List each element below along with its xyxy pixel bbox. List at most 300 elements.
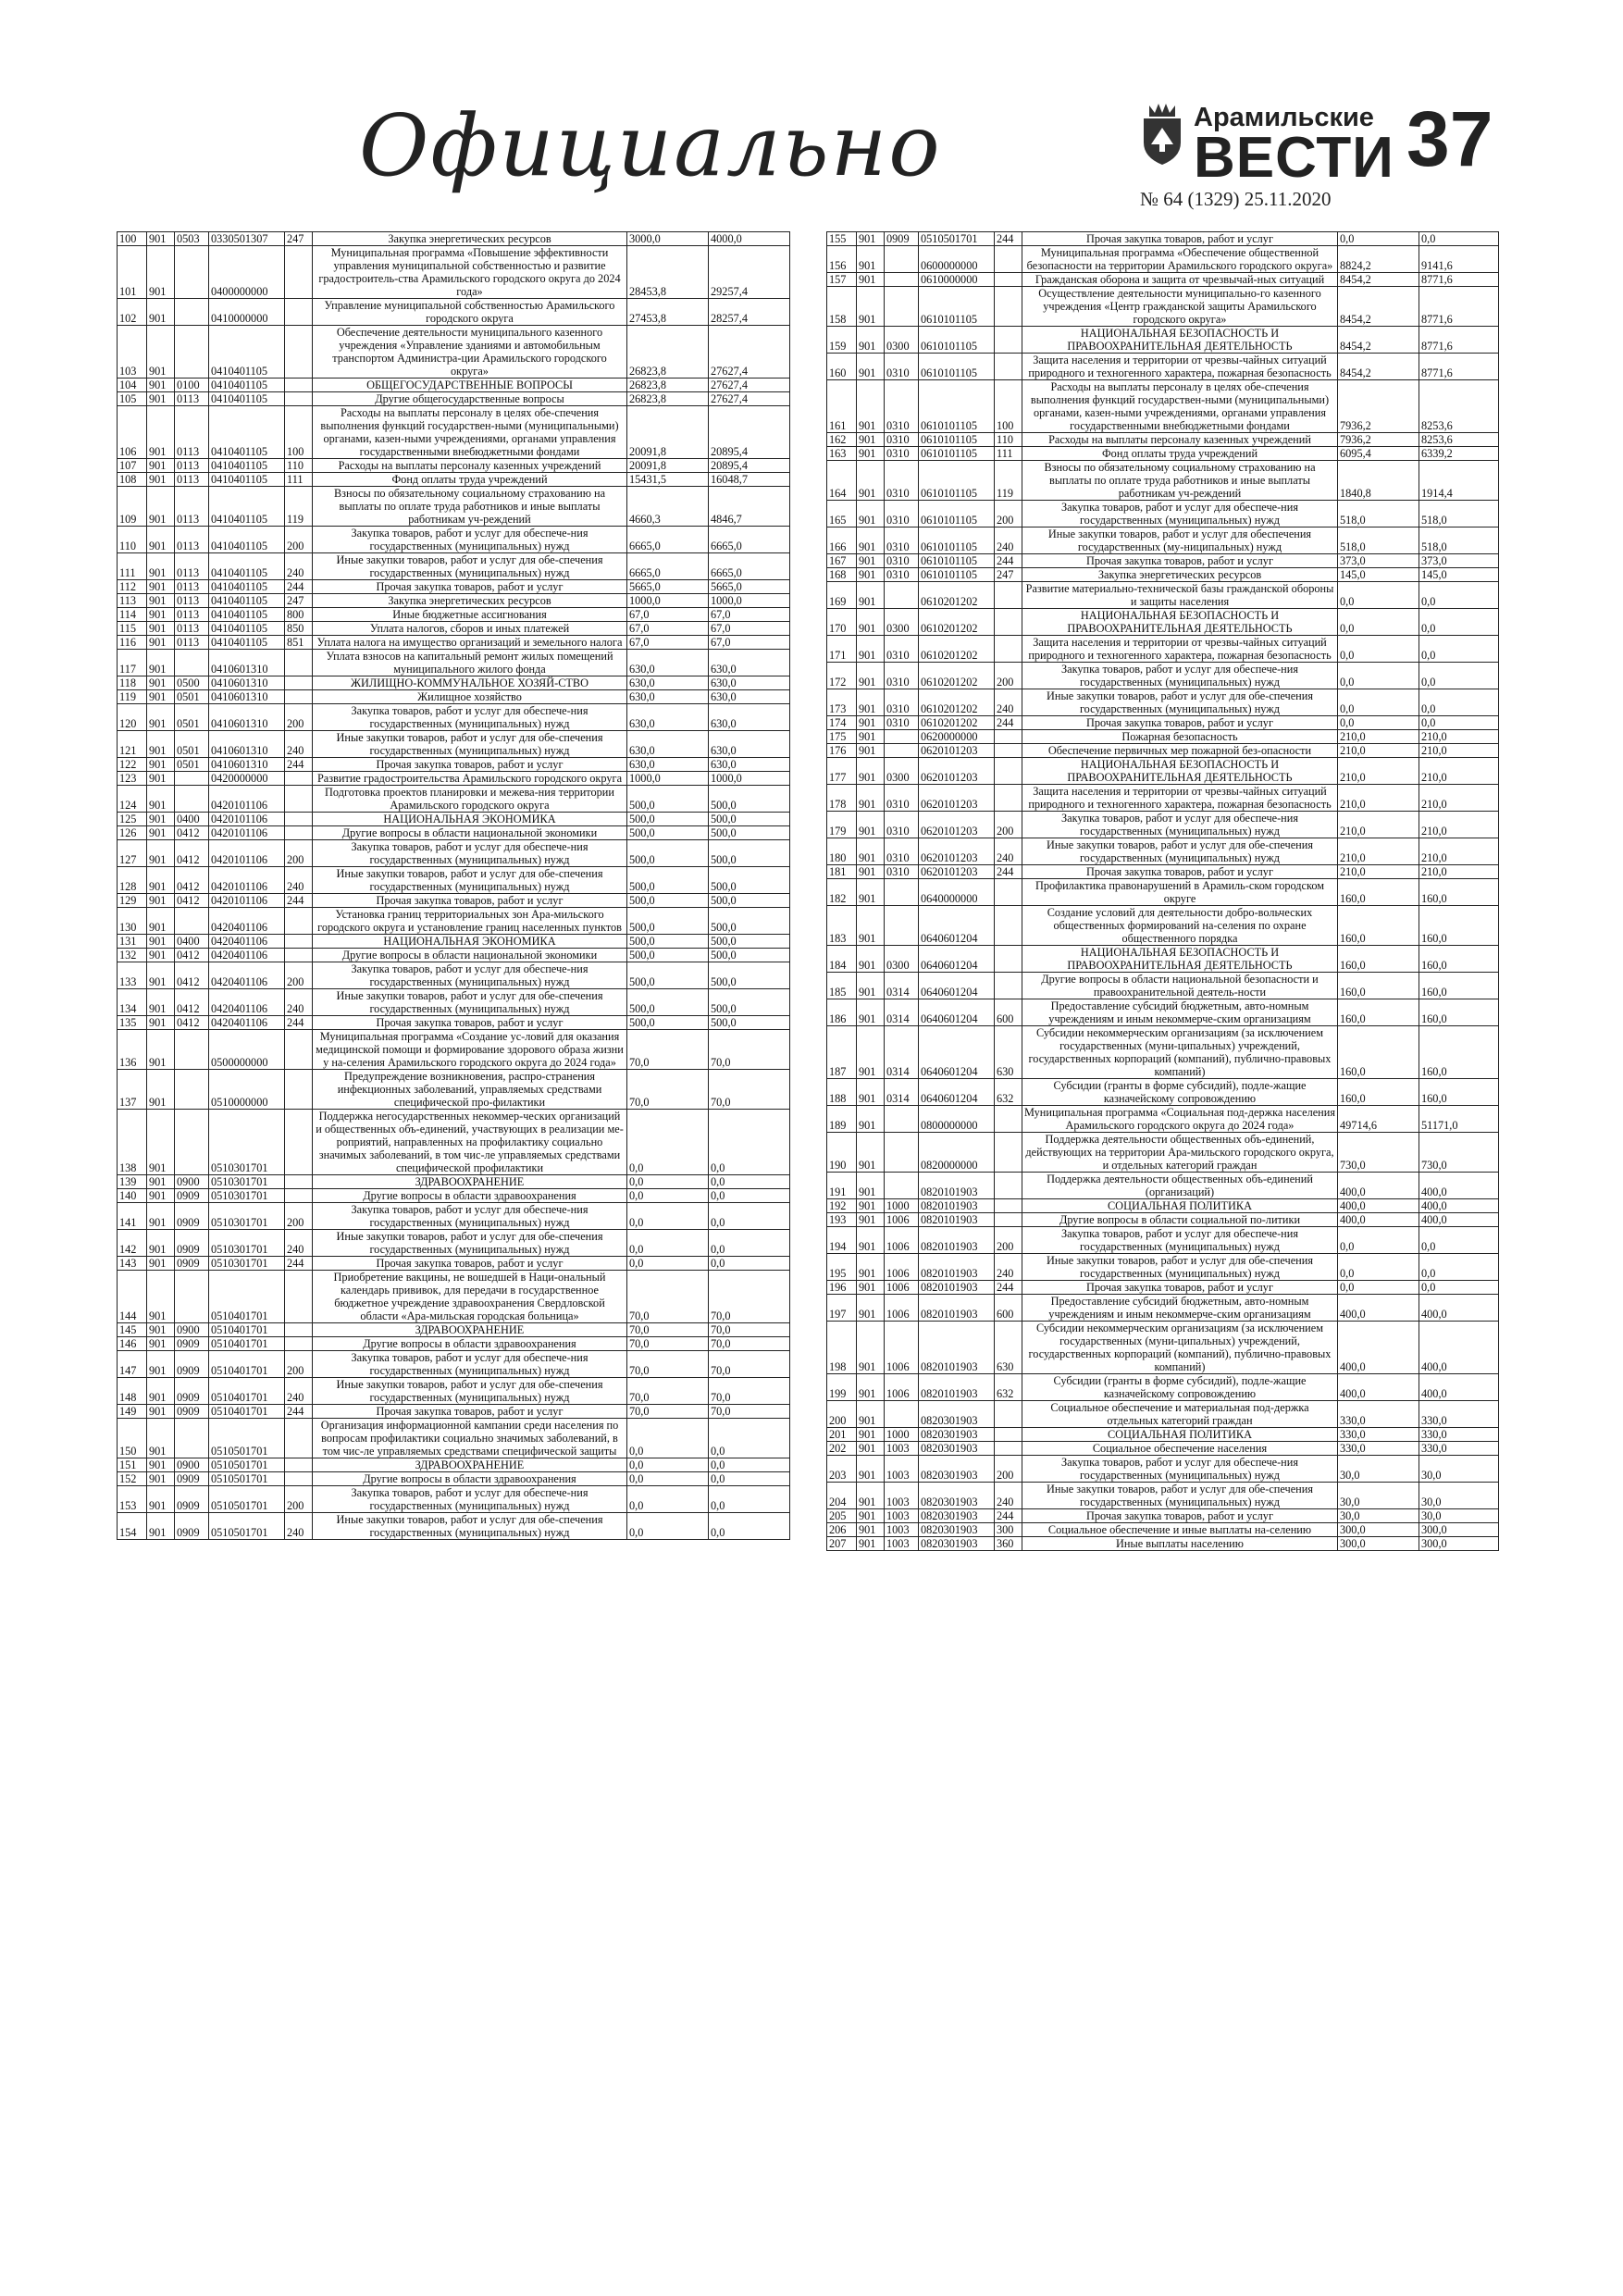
section-code-cell: 0909	[175, 1378, 209, 1405]
amount-2021-cell: 0,0	[627, 1110, 709, 1175]
amount-2021-cell: 70,0	[627, 1337, 709, 1351]
section-code-cell	[885, 1401, 919, 1428]
amount-2022-cell: 518,0	[1419, 501, 1499, 527]
row-number-cell: 131	[118, 935, 147, 949]
row-number-cell: 134	[118, 989, 147, 1016]
table-row	[827, 447, 1499, 461]
row-number-cell: 177	[827, 758, 857, 785]
amount-2021-cell: 500,0	[627, 962, 709, 989]
amount-2022-cell: 70,0	[709, 1323, 790, 1337]
target-code-cell: 0820301903	[919, 1537, 995, 1551]
target-code-cell: 0410401105	[209, 553, 285, 580]
table-row	[118, 1257, 790, 1271]
expense-type-cell: 630	[995, 1322, 1022, 1374]
amount-2021-cell: 8454,2	[1338, 287, 1419, 327]
expense-type-cell	[995, 906, 1022, 946]
section-code-cell: 1006	[885, 1295, 919, 1322]
admin-code-cell: 901	[147, 608, 175, 622]
amount-2022-cell: 630,0	[709, 758, 790, 772]
section-code-cell: 1006	[885, 1322, 919, 1374]
table-row	[118, 826, 790, 840]
table-row	[118, 459, 790, 473]
expense-type-cell: 240	[285, 731, 313, 758]
section-code-cell	[175, 1070, 209, 1110]
section-code-cell	[885, 246, 919, 273]
amount-2021-cell: 49714,6	[1338, 1106, 1419, 1133]
target-code-cell: 0620101203	[919, 785, 995, 812]
amount-2021-cell: 210,0	[1338, 744, 1419, 758]
section-code-cell: 0900	[175, 1458, 209, 1472]
table-row	[118, 989, 790, 1016]
expense-type-cell	[995, 327, 1022, 354]
admin-code-cell: 901	[857, 433, 885, 447]
target-code-cell: 0510401701	[209, 1337, 285, 1351]
expense-type-cell: 600	[995, 1295, 1022, 1322]
amount-2022-cell: 630,0	[709, 650, 790, 676]
description-cell: Расходы на выплаты персоналу казенных учреждений	[1022, 433, 1338, 447]
target-code-cell: 0400000000	[209, 246, 285, 299]
expense-type-cell	[285, 813, 313, 826]
section-code-cell: 0500	[175, 676, 209, 690]
newspaper-town-name: Арамильские	[1194, 103, 1374, 132]
amount-2022-cell: 145,0	[1419, 568, 1499, 582]
section-code-cell: 1006	[885, 1281, 919, 1295]
amount-2021-cell: 518,0	[1338, 501, 1419, 527]
expense-type-cell	[995, 744, 1022, 758]
admin-code-cell: 901	[147, 1016, 175, 1030]
amount-2022-cell: 0,0	[1419, 1281, 1499, 1295]
description-cell: Закупка энергетических ресурсов	[313, 232, 627, 246]
target-code-cell: 0820301903	[919, 1442, 995, 1456]
admin-code-cell: 901	[147, 813, 175, 826]
description-cell: Пожарная безопасность	[1022, 730, 1338, 744]
amount-2022-cell: 6665,0	[709, 527, 790, 553]
expense-type-cell: 244	[995, 232, 1022, 246]
row-number-cell: 186	[827, 999, 857, 1026]
amount-2021-cell: 5665,0	[627, 580, 709, 594]
table-row	[827, 689, 1499, 716]
target-code-cell: 0620101203	[919, 758, 995, 785]
description-cell: Закупка товаров, работ и услуг для обеспече-ния государственных (муниципальных) нужд	[313, 1203, 627, 1230]
description-cell: Поддержка деятельности общественных объ-единений (организаций)	[1022, 1173, 1338, 1199]
target-code-cell: 0820101903	[919, 1281, 995, 1295]
admin-code-cell: 901	[857, 554, 885, 568]
section-code-cell: 0400	[175, 935, 209, 949]
admin-code-cell: 901	[147, 527, 175, 553]
amount-2021-cell: 0,0	[1338, 232, 1419, 246]
amount-2022-cell: 1000,0	[709, 594, 790, 608]
section-code-cell: 0412	[175, 962, 209, 989]
table-row	[118, 594, 790, 608]
amount-2021-cell: 70,0	[627, 1351, 709, 1378]
target-code-cell: 0420401106	[209, 935, 285, 949]
admin-code-cell: 901	[857, 461, 885, 501]
amount-2021-cell: 373,0	[1338, 554, 1419, 568]
table-row	[118, 1458, 790, 1472]
description-cell: Расходы на выплаты персоналу в целях обе-спечения выполнения функций государствен-ными (муниципальными) органами, казен-ными учреждениями, органами управления государственными внебюджетными фондами	[313, 406, 627, 459]
target-code-cell: 0610101105	[919, 287, 995, 327]
admin-code-cell: 901	[147, 594, 175, 608]
admin-code-cell: 901	[857, 1227, 885, 1254]
table-row	[827, 758, 1499, 785]
table-row	[827, 1213, 1499, 1227]
section-code-cell: 0412	[175, 826, 209, 840]
row-number-cell: 192	[827, 1199, 857, 1213]
amount-2022-cell: 210,0	[1419, 785, 1499, 812]
target-code-cell: 0420000000	[209, 772, 285, 786]
table-row	[118, 690, 790, 704]
target-code-cell: 0640601204	[919, 1026, 995, 1079]
expense-type-cell	[285, 1189, 313, 1203]
table-row	[827, 1106, 1499, 1133]
row-number-cell: 135	[118, 1016, 147, 1030]
amount-2021-cell: 210,0	[1338, 758, 1419, 785]
admin-code-cell: 901	[857, 1428, 885, 1442]
expense-type-cell: 119	[285, 487, 313, 527]
amount-2021-cell: 500,0	[627, 949, 709, 962]
admin-code-cell: 901	[147, 772, 175, 786]
expense-type-cell: 119	[995, 461, 1022, 501]
table-row	[118, 758, 790, 772]
description-cell: СОЦИАЛЬНАЯ ПОЛИТИКА	[1022, 1199, 1338, 1213]
expense-type-cell	[995, 246, 1022, 273]
target-code-cell: 0410401105	[209, 459, 285, 473]
description-cell: Организация информационной кампании среди населения по вопросам профилактики социально значимых заболеваний, в том чис-ле управляемых средствами специфической защиты	[313, 1419, 627, 1458]
expense-type-cell: 244	[995, 554, 1022, 568]
amount-2021-cell: 0,0	[627, 1203, 709, 1230]
description-cell: Установка границ территориальных зон Ара-мильского городского округа и установление границ населенных пунктов	[313, 908, 627, 935]
expense-type-cell	[285, 1271, 313, 1323]
admin-code-cell: 901	[147, 908, 175, 935]
section-code-cell	[175, 246, 209, 299]
section-code-cell: 0310	[885, 527, 919, 554]
description-cell: Закупка энергетических ресурсов	[313, 594, 627, 608]
row-number-cell: 175	[827, 730, 857, 744]
row-number-cell: 195	[827, 1254, 857, 1281]
section-code-cell: 0310	[885, 433, 919, 447]
admin-code-cell: 901	[147, 379, 175, 392]
admin-code-cell: 901	[857, 1173, 885, 1199]
expense-type-cell: 111	[285, 473, 313, 487]
section-code-cell: 1003	[885, 1456, 919, 1483]
section-code-cell: 0310	[885, 838, 919, 865]
table-row	[118, 786, 790, 813]
description-cell: Осуществление деятельности муниципально-го казенного учреждения «Центр гражданской защиты Арамильского городского округа»	[1022, 287, 1338, 327]
description-cell: Подготовка проектов планировки и межева-ния территории Арамильского городского округа	[313, 786, 627, 813]
row-number-cell: 142	[118, 1230, 147, 1257]
description-cell: Закупка товаров, работ и услуг для обеспече-ния государственных (муниципальных) нужд	[313, 840, 627, 867]
target-code-cell: 0510401701	[209, 1323, 285, 1337]
section-code-cell: 0412	[175, 1016, 209, 1030]
row-number-cell: 190	[827, 1133, 857, 1173]
description-cell: Гражданская оборона и защита от чрезвычай-ных ситуаций	[1022, 273, 1338, 287]
amount-2022-cell: 67,0	[709, 636, 790, 650]
amount-2022-cell: 0,0	[1419, 582, 1499, 609]
amount-2022-cell: 210,0	[1419, 838, 1499, 865]
expense-type-cell: 244	[285, 580, 313, 594]
expense-type-cell	[285, 1472, 313, 1486]
section-code-cell: 0909	[175, 1351, 209, 1378]
table-row	[118, 949, 790, 962]
expense-type-cell	[995, 582, 1022, 609]
expense-type-cell	[285, 690, 313, 704]
description-cell: Закупка товаров, работ и услуг для обеспече-ния государственных (муниципальных) нужд	[1022, 1227, 1338, 1254]
table-row	[118, 704, 790, 731]
admin-code-cell: 901	[857, 1442, 885, 1456]
expense-type-cell	[285, 1323, 313, 1337]
table-row	[118, 326, 790, 379]
amount-2022-cell: 630,0	[709, 704, 790, 731]
amount-2022-cell: 70,0	[709, 1351, 790, 1378]
description-cell: Фонд оплаты труда учреждений	[1022, 447, 1338, 461]
row-number-cell: 143	[118, 1257, 147, 1271]
description-cell: Закупка товаров, работ и услуг для обеспече-ния государственных (муниципальных) нужд	[313, 527, 627, 553]
section-code-cell: 0310	[885, 689, 919, 716]
row-number-cell: 173	[827, 689, 857, 716]
description-cell: Управление муниципальной собственностью Арамильского городского округа	[313, 299, 627, 326]
admin-code-cell: 901	[147, 1351, 175, 1378]
row-number-cell: 124	[118, 786, 147, 813]
section-code-cell	[175, 1419, 209, 1458]
admin-code-cell: 901	[147, 840, 175, 867]
target-code-cell: 0420101106	[209, 826, 285, 840]
section-code-cell: 0300	[885, 758, 919, 785]
row-number-cell: 185	[827, 973, 857, 999]
table-row	[118, 636, 790, 650]
amount-2021-cell: 30,0	[1338, 1483, 1419, 1509]
admin-code-cell: 901	[857, 287, 885, 327]
row-number-cell: 170	[827, 609, 857, 636]
description-cell: Предоставление субсидий бюджетным, авто-номным учреждениям и иным некоммерче-ским организациям	[1022, 999, 1338, 1026]
admin-code-cell: 901	[147, 1486, 175, 1513]
target-code-cell: 0610201202	[919, 663, 995, 689]
table-row	[827, 1401, 1499, 1428]
target-code-cell: 0820101903	[919, 1374, 995, 1401]
target-code-cell: 0420401106	[209, 962, 285, 989]
description-cell: Другие вопросы в области национальной экономики	[313, 826, 627, 840]
amount-2021-cell: 28453,8	[627, 246, 709, 299]
amount-2021-cell: 0,0	[1338, 1254, 1419, 1281]
amount-2022-cell: 4000,0	[709, 232, 790, 246]
target-code-cell: 0610101105	[919, 380, 995, 433]
description-cell: Уплата налога на имущество организаций и земельного налога	[313, 636, 627, 650]
section-code-cell: 1000	[885, 1199, 919, 1213]
section-code-cell: 0314	[885, 1079, 919, 1106]
amount-2021-cell: 6095,4	[1338, 447, 1419, 461]
row-number-cell: 121	[118, 731, 147, 758]
description-cell: Прочая закупка товаров, работ и услуг	[313, 1257, 627, 1271]
target-code-cell: 0800000000	[919, 1106, 995, 1133]
row-number-cell: 165	[827, 501, 857, 527]
target-code-cell: 0610101105	[919, 527, 995, 554]
section-code-cell: 0900	[175, 1323, 209, 1337]
target-code-cell: 0510501701	[209, 1472, 285, 1486]
description-cell: Фонд оплаты труда учреждений	[313, 473, 627, 487]
row-number-cell: 151	[118, 1458, 147, 1472]
amount-2022-cell: 1914,4	[1419, 461, 1499, 501]
target-code-cell: 0820301903	[919, 1483, 995, 1509]
amount-2021-cell: 0,0	[1338, 663, 1419, 689]
description-cell: Иные закупки товаров, работ и услуг для обе-спечения государственных (муниципальных) нужд	[313, 989, 627, 1016]
section-code-cell	[885, 744, 919, 758]
target-code-cell: 0410401105	[209, 406, 285, 459]
expense-type-cell	[285, 246, 313, 299]
expense-type-cell: 244	[285, 758, 313, 772]
target-code-cell: 0420401106	[209, 989, 285, 1016]
section-code-cell: 0412	[175, 949, 209, 962]
admin-code-cell: 901	[857, 447, 885, 461]
target-code-cell: 0410401105	[209, 622, 285, 636]
row-number-cell: 101	[118, 246, 147, 299]
amount-2021-cell: 330,0	[1338, 1442, 1419, 1456]
admin-code-cell: 901	[147, 690, 175, 704]
amount-2021-cell: 26823,8	[627, 326, 709, 379]
row-number-cell: 168	[827, 568, 857, 582]
target-code-cell: 0820101903	[919, 1173, 995, 1199]
description-cell: Социальное обеспечение и материальная под-держка отдельных категорий граждан	[1022, 1401, 1338, 1428]
section-code-cell: 0113	[175, 527, 209, 553]
amount-2022-cell: 0,0	[709, 1472, 790, 1486]
table-row	[118, 772, 790, 786]
table-row	[118, 473, 790, 487]
amount-2022-cell: 9141,6	[1419, 246, 1499, 273]
section-code-cell: 0412	[175, 840, 209, 867]
amount-2021-cell: 70,0	[627, 1405, 709, 1419]
expense-type-cell: 247	[285, 232, 313, 246]
table-row	[827, 1537, 1499, 1551]
section-code-cell: 0501	[175, 690, 209, 704]
target-code-cell: 0820101903	[919, 1227, 995, 1254]
amount-2021-cell: 500,0	[627, 989, 709, 1016]
row-number-cell: 145	[118, 1323, 147, 1337]
expense-type-cell	[995, 1199, 1022, 1213]
description-cell: Прочая закупка товаров, работ и услуг	[1022, 716, 1338, 730]
amount-2022-cell: 500,0	[709, 935, 790, 949]
row-number-cell: 107	[118, 459, 147, 473]
amount-2021-cell: 500,0	[627, 840, 709, 867]
row-number-cell: 160	[827, 354, 857, 380]
expense-type-cell: 110	[995, 433, 1022, 447]
row-number-cell: 194	[827, 1227, 857, 1254]
amount-2021-cell: 330,0	[1338, 1428, 1419, 1442]
table-row	[118, 840, 790, 867]
amount-2022-cell: 500,0	[709, 949, 790, 962]
amount-2021-cell: 300,0	[1338, 1523, 1419, 1537]
admin-code-cell: 901	[857, 232, 885, 246]
row-number-cell: 164	[827, 461, 857, 501]
amount-2022-cell: 4846,7	[709, 487, 790, 527]
expense-type-cell	[285, 826, 313, 840]
description-cell: ЗДРАВООХРАНЕНИЕ	[313, 1458, 627, 1472]
description-cell: Иные закупки товаров, работ и услуг для обе-спечения государственных (муниципальных) нужд	[1022, 1254, 1338, 1281]
expense-type-cell: 240	[285, 553, 313, 580]
section-code-cell: 1003	[885, 1483, 919, 1509]
target-code-cell: 0640000000	[919, 879, 995, 906]
table-row	[118, 1513, 790, 1540]
amount-2021-cell: 0,0	[1338, 582, 1419, 609]
admin-code-cell: 901	[147, 786, 175, 813]
target-code-cell: 0610101105	[919, 461, 995, 501]
amount-2022-cell: 0,0	[709, 1486, 790, 1513]
section-code-cell: 1003	[885, 1442, 919, 1456]
admin-code-cell: 901	[857, 1213, 885, 1227]
admin-code-cell: 901	[857, 758, 885, 785]
row-number-cell: 150	[118, 1419, 147, 1458]
amount-2022-cell: 630,0	[709, 731, 790, 758]
description-cell: Муниципальная программа «Повышение эффективности управления муниципальной собственностью и развитие градостроитель-ства Арамильского городского округа до 2024 года»	[313, 246, 627, 299]
section-code-cell: 1006	[885, 1213, 919, 1227]
row-number-cell: 198	[827, 1322, 857, 1374]
amount-2021-cell: 400,0	[1338, 1173, 1419, 1199]
admin-code-cell: 901	[857, 1199, 885, 1213]
table-row	[827, 1026, 1499, 1079]
row-number-cell: 103	[118, 326, 147, 379]
admin-code-cell: 901	[147, 459, 175, 473]
description-cell: Другие вопросы в области социальной по-литики	[1022, 1213, 1338, 1227]
amount-2022-cell: 30,0	[1419, 1483, 1499, 1509]
table-row	[827, 838, 1499, 865]
table-row	[118, 553, 790, 580]
description-cell: НАЦИОНАЛЬНАЯ ЭКОНОМИКА	[313, 813, 627, 826]
admin-code-cell: 901	[147, 949, 175, 962]
description-cell: Иные закупки товаров, работ и услуг для обе-спечения государственных (муниципальных) нужд	[1022, 689, 1338, 716]
table-row	[827, 946, 1499, 973]
admin-code-cell: 901	[857, 609, 885, 636]
amount-2022-cell: 160,0	[1419, 906, 1499, 946]
admin-code-cell: 901	[857, 1133, 885, 1173]
target-code-cell: 0820301903	[919, 1428, 995, 1442]
description-cell: Поддержка деятельности общественных объ-единений, действующих на территории Ара-мильского городского округа, и отдельных категорий граждан	[1022, 1133, 1338, 1173]
table-row	[827, 730, 1499, 744]
amount-2022-cell: 630,0	[709, 690, 790, 704]
table-row	[118, 1419, 790, 1458]
admin-code-cell: 901	[147, 1230, 175, 1257]
admin-code-cell: 901	[857, 744, 885, 758]
row-number-cell: 100	[118, 232, 147, 246]
row-number-cell: 156	[827, 246, 857, 273]
admin-code-cell: 901	[857, 636, 885, 663]
amount-2021-cell: 70,0	[627, 1030, 709, 1070]
target-code-cell: 0620101203	[919, 838, 995, 865]
amount-2022-cell: 210,0	[1419, 812, 1499, 838]
expense-type-cell	[995, 730, 1022, 744]
target-code-cell: 0410601310	[209, 704, 285, 731]
description-cell: Иные выплаты населению	[1022, 1537, 1338, 1551]
table-row	[827, 879, 1499, 906]
amount-2022-cell: 6339,2	[1419, 447, 1499, 461]
row-number-cell: 112	[118, 580, 147, 594]
description-cell: Муниципальная программа «Создание ус-ловий для оказания медицинской помощи и формирование здорового образа жизни у на-селения Арамильского городского округа до 2024 года»	[313, 1030, 627, 1070]
table-row	[118, 731, 790, 758]
section-code-cell: 0310	[885, 865, 919, 879]
admin-code-cell: 901	[147, 1030, 175, 1070]
amount-2021-cell: 0,0	[627, 1458, 709, 1472]
amount-2021-cell: 70,0	[627, 1070, 709, 1110]
amount-2021-cell: 1000,0	[627, 772, 709, 786]
expense-type-cell: 240	[285, 1230, 313, 1257]
table-row	[118, 1271, 790, 1323]
expense-type-cell	[285, 1458, 313, 1472]
expense-type-cell	[285, 1110, 313, 1175]
target-code-cell: 0500000000	[209, 1030, 285, 1070]
row-number-cell: 106	[118, 406, 147, 459]
amount-2021-cell: 500,0	[627, 935, 709, 949]
target-code-cell: 0510501701	[919, 232, 995, 246]
amount-2021-cell: 210,0	[1338, 812, 1419, 838]
description-cell: Другие вопросы в области здравоохранения	[313, 1472, 627, 1486]
table-row	[827, 716, 1499, 730]
table-row	[827, 1509, 1499, 1523]
